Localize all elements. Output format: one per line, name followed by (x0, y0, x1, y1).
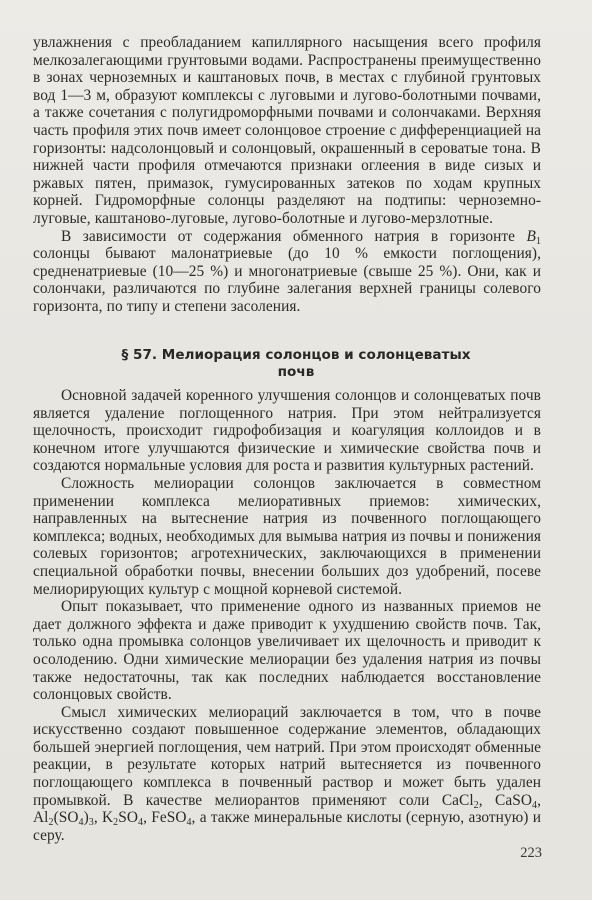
paragraph-main-task: Основной задачей коренного улучшения солонцов и солонцеватых почв является удаление поглощенного натрия. При этом нейтрализуется щелочность, происходит гидрофобизация и коагуляция коллоидов и в конечном итоге улучшаются физические и химические свойства почв и создаются нормальные условия для роста и развития культурных растений. (33, 387, 541, 475)
paragraph-experience: Опыт показывает, что применение одного из названных приемов не дает должного эффекта и даже приводит к ухудшению свойств почв. Так, только одна промывка солонцов увеличивает их щелочность и приводит к осолодению. Одни химические мелиорации без удаления натрия из почвы также недостаточны, так как последних наблюдается восстановление солонцовых свойств. (33, 598, 541, 704)
paragraph-sodium-content (33, 228, 541, 316)
paragraph-text: В зависимости от содержания обменного натрия в горизонте (61, 227, 527, 245)
section-heading-line-2: почв (277, 364, 315, 380)
horizon-subscript: 1 (535, 235, 541, 247)
section-heading (0, 347, 592, 381)
page-number: 223 (520, 845, 542, 861)
horizon-symbol: B (526, 227, 536, 245)
paragraph-text: Смысл химических мелиораций заключается в том, что в почве искусственно создают повышенное содержание элементов, обладающих большей энергией поглощения, чем натрий. При этом происходят обменные реакции, в результате которых натрий вытесняется из почвенного поглощающего комплекса в почвенный раствор и может быть удален промывкой. В качестве мелиорантов применяют соли (33, 703, 541, 809)
main-text-block (33, 387, 541, 844)
paragraph-text: солонцы бывают малонатриевые (до 10 % емкости поглощения), средненатриевые (10—25 %) и многонатриевые (свыше 25 %). Они, как и солончаки, различаются по глубине залегания верхней границы солевого горизонта, по типу и степени засоления. (33, 245, 541, 315)
chemical-formula-k2so4: $K_2SO_4$ (101, 809, 144, 829)
paragraph-complexity: Сложность мелиорации солонцов заключается в совместном применении комплекса мелиоративных приемов: химических, направленных на вытеснение натрия из почвенного поглощающего комплекса; водных, необходимых для вымыва натрия из почвы и понижения солевых горизонтов; агротехнических, заключающихся в применении специальной обработки почвы, внесении больших доз удобрений, посеве мелиорирующих культур с мощной корневой системой. (33, 474, 541, 598)
paragraph-chemical-meaning: Смысл химических мелиораций заключается в том, что в почве искусственно создают повышенное содержание элементов, обладающих большей энергией поглощения, чем натрий. При этом происходят обменные реакции, в результате которых натрий вытесняется из почвенного поглощающего комплекса в почвенный раствор и может быть удален промывкой. В качестве мелиорантов применяют соли CaCl$_2$, CaSO$_4$, $Al_2(SO_4)_3$, $K_2SO_4$, FeSO$_4$, а также минеральные кислоты (серную, азотную) и серу. (33, 703, 541, 844)
chemical-formula-cacl2: CaCl$_2$ (441, 791, 479, 811)
section-heading-line-1: § 57. Мелиорация солонцов и солонцеватых (121, 347, 471, 363)
paragraph-text: , а также минеральные кислоты (серную, азотную) и серу. (33, 809, 541, 844)
paragraph-continued: увлажнения с преобладанием капиллярного насыщения всего профиля мелкозалегающими грунтовыми водами. Распространены преимущественно в зонах черноземных и каштановых почв, в местах с глубиной грунтовых вод 1—3 м, образуют комплексы с луговыми и лугово-болотными почвами, а также сочетания с полугидроморфными почвами и солончаками. Верхняя часть профиля этих почв имеет солонцовое строение с дифференциацией на горизонты: надсолонцовый и солонцовый, окрашенный в сероватые тона. В нижней части профиля отмечаются признаки оглеения в виде сизых и ржавых пятен, примазок, гумусированных затеков по ходам крупных корней. Гидроморфные солонцы разделяют на подтипы: черноземно-луговые, каштаново-луговые, лугово-болотные и лугово-мерзлотные. (33, 34, 541, 227)
chemical-formula-al2so43: $Al_2(SO_4)_3$ (33, 809, 94, 829)
chemical-formula-caso4: CaSO$_4$ (495, 791, 538, 811)
top-text-block (33, 34, 541, 316)
chemical-formula-feso4: FeSO$_4$ (151, 809, 192, 829)
